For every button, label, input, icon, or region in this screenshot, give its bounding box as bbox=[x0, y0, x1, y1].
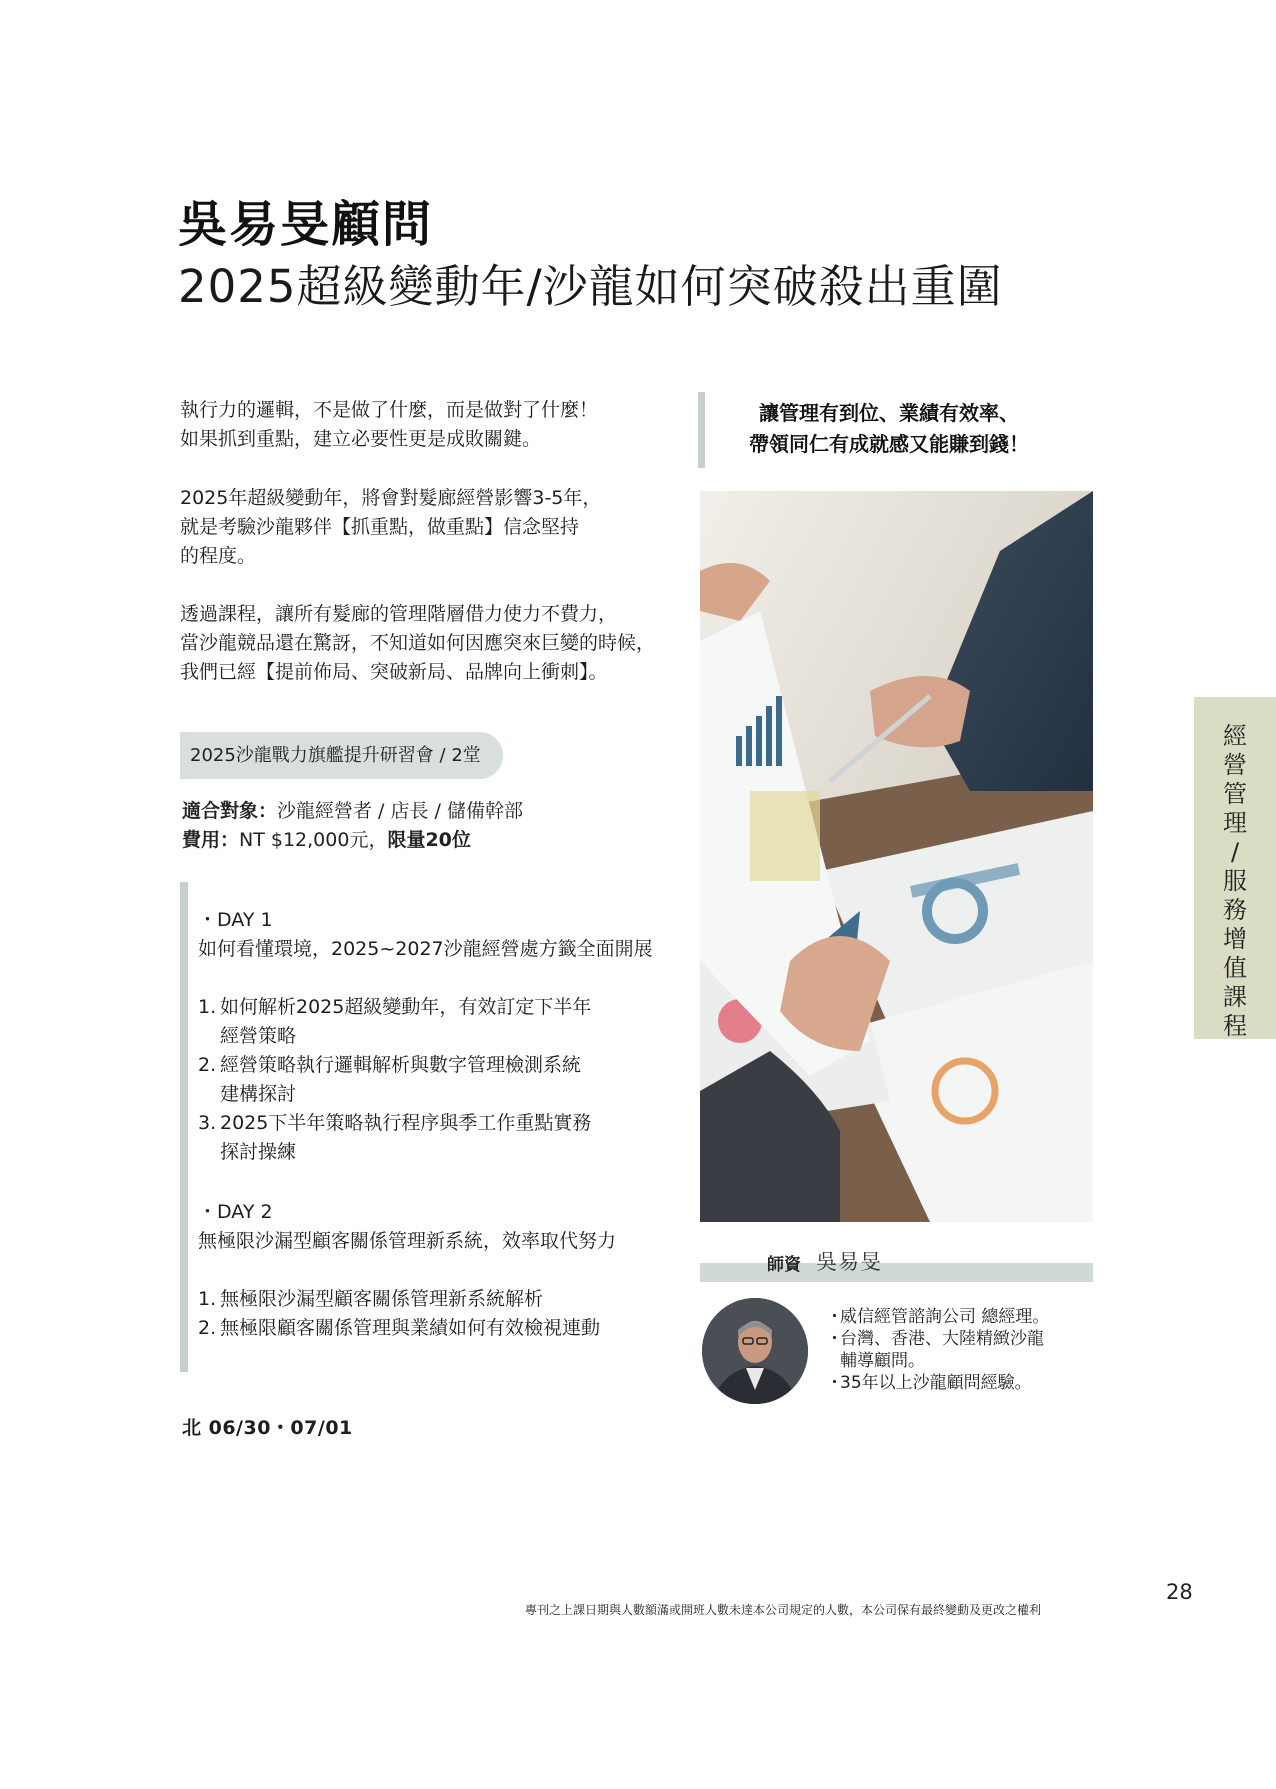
bio-line: 35年以上沙龍顧問經驗。 bbox=[840, 1373, 1032, 1393]
day2-label: ・DAY 2 bbox=[198, 1201, 273, 1223]
side-char: 經 bbox=[1223, 722, 1247, 750]
item-number: 2. bbox=[198, 1054, 217, 1076]
item-number: 1. bbox=[198, 996, 217, 1018]
instructor-avatar bbox=[702, 1298, 808, 1404]
page-number: 28 bbox=[1166, 1580, 1193, 1604]
day2-items bbox=[198, 1285, 698, 1343]
text-line: 我們已經【提前佈局、突破新局、品牌向上衝刺】。 bbox=[180, 661, 608, 683]
day1-items bbox=[198, 993, 698, 1167]
side-char: 管 bbox=[1223, 780, 1247, 808]
fee-row bbox=[182, 826, 471, 854]
side-char: 值 bbox=[1223, 954, 1247, 982]
bio-line: 輔導顧問。 bbox=[840, 1351, 925, 1371]
text-line: 如果抓到重點，建立必要性更是成敗關鍵。 bbox=[180, 428, 542, 450]
text-line: 的程度。 bbox=[180, 545, 257, 567]
text-line: 當沙龍競品還在驚訝，不知道如何因應突來巨變的時候， bbox=[180, 632, 656, 654]
side-char: 增 bbox=[1223, 925, 1247, 953]
item-number: 2. bbox=[198, 1317, 217, 1339]
bullet: ・ bbox=[826, 1373, 843, 1393]
intro-paragraph-2 bbox=[180, 484, 680, 571]
bio-item bbox=[826, 1306, 1086, 1328]
side-char: 理 bbox=[1223, 809, 1247, 837]
item-number: 3. bbox=[198, 1112, 217, 1134]
text-line: 透過課程，讓所有髮廊的管理階層借力使力不費力， bbox=[180, 603, 618, 625]
side-char: 程 bbox=[1223, 1012, 1247, 1040]
instructor-name: 吳易旻 bbox=[816, 1250, 882, 1274]
intro-paragraph-3 bbox=[180, 600, 680, 687]
day2-block bbox=[198, 1198, 698, 1256]
fee-value: NT $12,000元， bbox=[239, 829, 388, 851]
instructor-bio bbox=[826, 1306, 1086, 1394]
day2-title: 無極限沙漏型顧客關係管理新系統，效率取代努力 bbox=[198, 1230, 617, 1252]
text-line: 2025年超級變動年，將會對髮廊經營影響3-5年， bbox=[180, 487, 602, 509]
list-item bbox=[198, 1109, 698, 1167]
day1-title: 如何看懂環境，2025~2027沙龍經營處方籤全面開展 bbox=[198, 938, 653, 960]
item-line: 建構探討 bbox=[220, 1083, 297, 1105]
quote-line: 讓管理有到位、業績有效率、 bbox=[759, 401, 1019, 425]
bio-line: 威信經管諮詢公司 總經理。 bbox=[840, 1307, 1050, 1327]
fee-label: 費用： bbox=[182, 829, 240, 851]
side-char: 營 bbox=[1223, 751, 1247, 779]
footnote: 專刊之上課日期與人數額滿或開班人數未達本公司規定的人數，本公司保有最終變動及更改之權利 bbox=[525, 1603, 1042, 1617]
item-line: 2025下半年策略執行程序與季工作重點實務 bbox=[220, 1112, 592, 1134]
quote-accent-bar bbox=[698, 392, 705, 468]
bullet: ・ bbox=[826, 1329, 843, 1349]
audience-label: 適合對象： bbox=[182, 800, 278, 822]
item-line: 如何解析2025超級變動年，有效訂定下半年 bbox=[220, 996, 592, 1018]
quote-line: 帶領同仁有成就感又能賺到錢！ bbox=[749, 432, 1029, 456]
list-item bbox=[198, 1314, 698, 1343]
item-number: 1. bbox=[198, 1288, 217, 1310]
section-side-label bbox=[1194, 722, 1276, 1041]
item-line: 經營策略執行邏輯解析與數字管理檢測系統 bbox=[220, 1054, 582, 1076]
instructor-title: 吳易旻顧問 bbox=[178, 196, 434, 253]
schedule-accent-bar bbox=[180, 882, 188, 1372]
business-meeting-photo bbox=[700, 491, 1093, 1222]
course-name-pill: 2025沙龍戰力旗艦提升研習會 / 2堂 bbox=[180, 732, 503, 779]
side-char: / bbox=[1230, 838, 1240, 866]
side-char: 課 bbox=[1223, 983, 1247, 1011]
text-line: 就是考驗沙龍夥伴【抓重點，做重點】信念堅持 bbox=[180, 516, 580, 538]
fee-limit: 限量20位 bbox=[387, 829, 471, 851]
instructor-bar bbox=[700, 1263, 1093, 1282]
text-line: 執行力的邏輯，不是做了什麼，而是做對了什麼！ bbox=[180, 399, 599, 421]
instructor-label: 師資 bbox=[767, 1255, 801, 1275]
bio-line: 台灣、香港、大陸精緻沙龍 bbox=[840, 1329, 1044, 1349]
list-item bbox=[198, 993, 698, 1051]
item-line: 無極限沙漏型顧客關係管理新系統解析 bbox=[220, 1288, 544, 1310]
quote-box bbox=[720, 398, 1058, 460]
course-dates: 北 06/30・07/01 bbox=[182, 1417, 353, 1439]
day1-label: ・DAY 1 bbox=[198, 909, 273, 931]
item-line: 探討操練 bbox=[220, 1141, 297, 1163]
item-line: 無極限顧客關係管理與業績如何有效檢視連動 bbox=[220, 1317, 601, 1339]
course-title: 2025超級變動年/沙龍如何突破殺出重圍 bbox=[178, 260, 1003, 313]
day1-block bbox=[198, 906, 698, 964]
bio-item bbox=[826, 1372, 1086, 1394]
audience-value: 沙龍經營者 / 店長 / 儲備幹部 bbox=[277, 800, 523, 822]
intro-paragraph-1 bbox=[180, 396, 680, 454]
side-char: 務 bbox=[1223, 896, 1247, 924]
bio-item bbox=[826, 1328, 1086, 1372]
side-char: 服 bbox=[1223, 867, 1247, 895]
bullet: ・ bbox=[826, 1307, 843, 1327]
audience-row bbox=[182, 797, 523, 825]
list-item bbox=[198, 1285, 698, 1314]
list-item bbox=[198, 1051, 698, 1109]
item-line: 經營策略 bbox=[220, 1025, 297, 1047]
